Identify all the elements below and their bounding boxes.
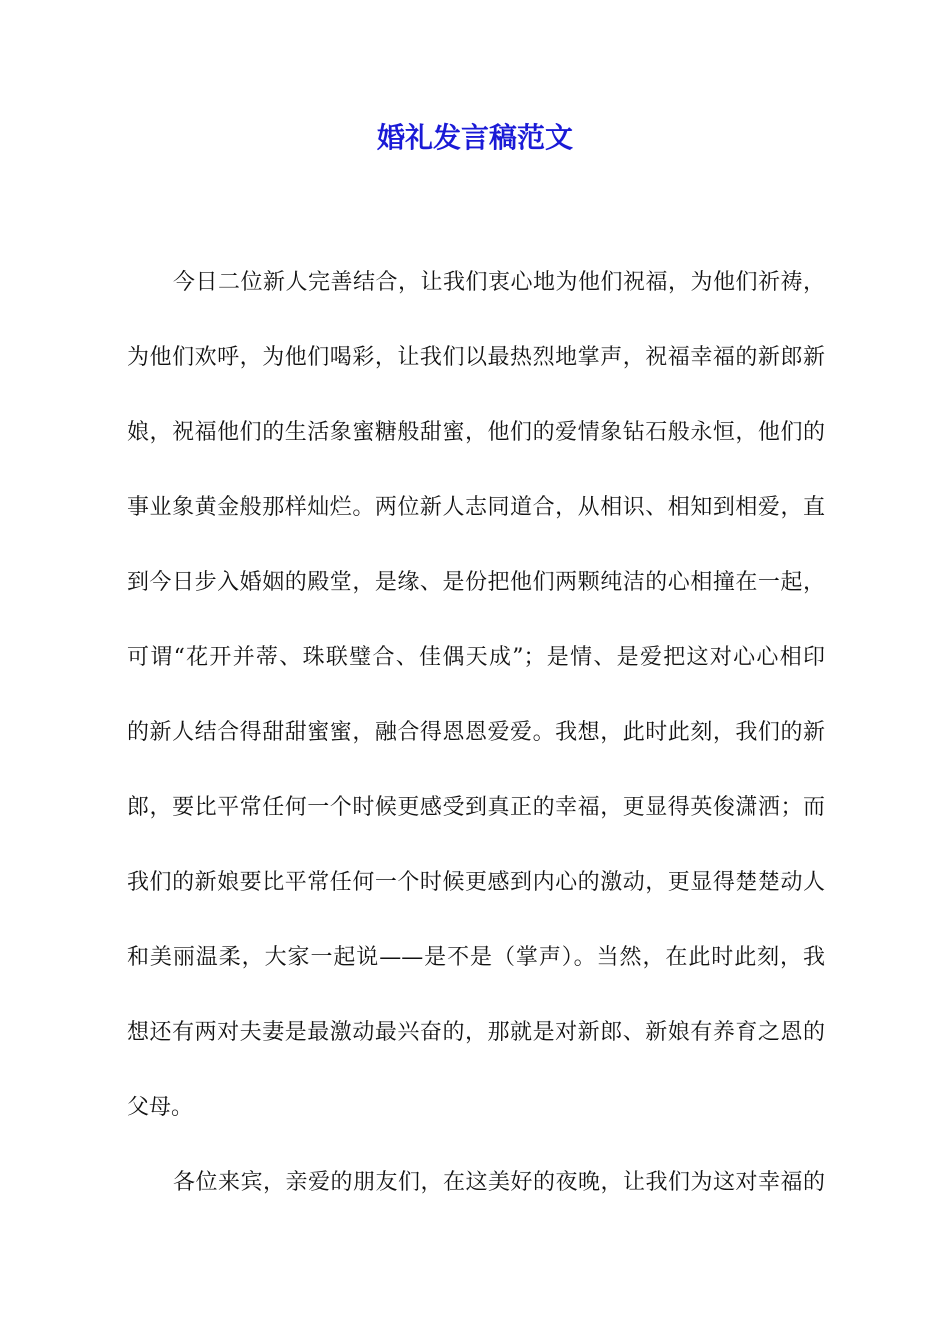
paragraph-line: 今日二位新人完善结合，让我们衷心地为他们祝福，为他们祈祷， <box>173 270 825 295</box>
paragraph-line: 想还有两对夫妻是最激动最兴奋的，那就是对新郎、新娘有养育之恩的 <box>127 1020 825 1045</box>
paragraph-line: 到今日步入婚姻的殿堂，是缘、是份把他们两颗纯洁的心相撞在一起， <box>127 570 825 595</box>
document-title: 婚礼发言稿范文 <box>376 121 573 154</box>
paragraph-line: 的新人结合得甜甜蜜蜜，融合得恩恩爱爱。我想，此时此刻，我们的新 <box>127 720 825 745</box>
paragraph-1 <box>127 262 825 1162</box>
paragraph-line: 各位来宾，亲爱的朋友们，在这美好的夜晚，让我们为这对幸福的 <box>173 1170 825 1195</box>
paragraph-line: 为他们欢呼，为他们喝彩，让我们以最热烈地掌声，祝福幸福的新郎新 <box>127 345 825 370</box>
paragraph-line: 可谓“花开并蒂、珠联璧合、佳偶天成”；是情、是爱把这对心心相印 <box>127 645 825 670</box>
paragraph-line: 和美丽温柔，大家一起说——是不是（掌声）。当然，在此时此刻，我 <box>127 945 825 970</box>
paragraph-line: 我们的新娘要比平常任何一个时候更感到内心的激动，更显得楚楚动人 <box>127 870 825 895</box>
paragraph-line: 父母。 <box>127 1095 194 1120</box>
paragraph-line: 娘，祝福他们的生活象蜜糖般甜蜜，他们的爱情象钻石般永恒，他们的 <box>127 420 825 445</box>
paragraph-line: 事业象黄金般那样灿烂。两位新人志同道合，从相识、相知到相爱，直 <box>127 495 825 520</box>
document-body <box>127 262 825 1237</box>
paragraph-2 <box>127 1162 825 1237</box>
paragraph-line: 郎，要比平常任何一个时候更感受到真正的幸福，更显得英俊潇洒；而 <box>127 795 825 820</box>
